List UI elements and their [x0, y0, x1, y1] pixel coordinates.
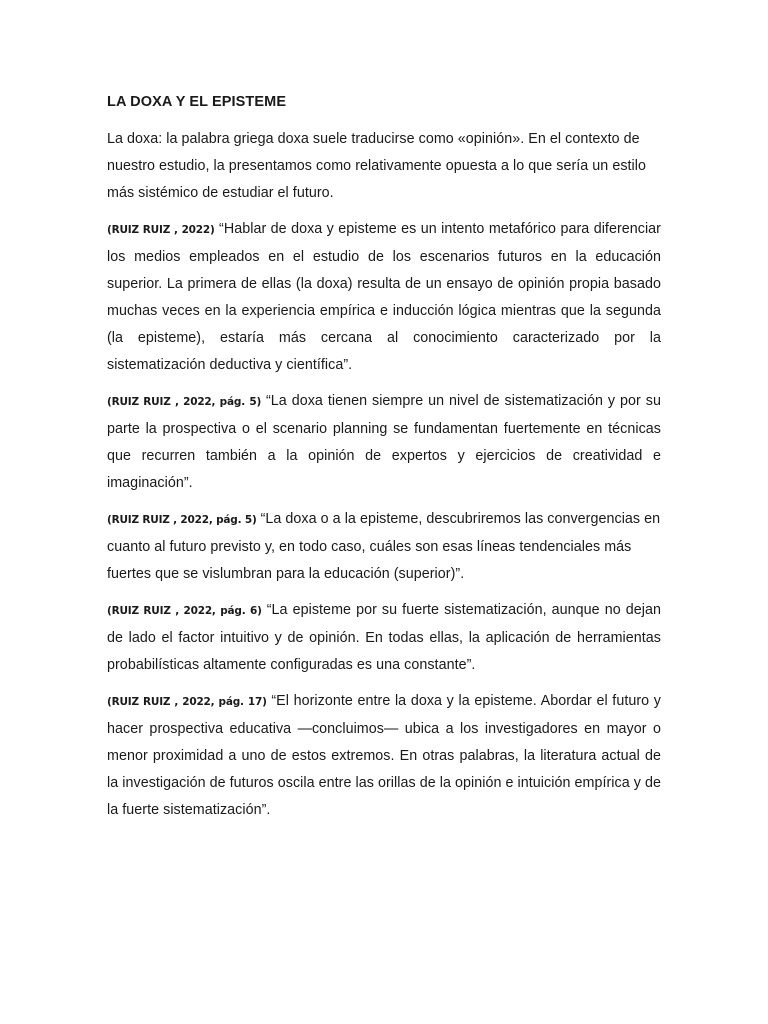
document-page	[107, 92, 661, 833]
quote-paragraph-5	[107, 688, 661, 824]
document-title: LA DOXA Y EL EPISTEME	[107, 94, 287, 110]
quote-paragraph-4	[107, 597, 661, 679]
quote-text-5: “El horizonte entre la doxa y la episteme. Abordar el futuro y hacer prospectiva educativa —concluimos— ubica a los investigadores en mayor o menor proximidad a uno de estos extremos. En otras palabras, la literatura actual de la investigación de futuros oscila entre las orillas de la opinión e intuición empírica y de la fuerte sistematización”.	[107, 693, 661, 818]
quote-paragraph-1	[107, 216, 661, 379]
intro-paragraph: La doxa: la palabra griega doxa suele traducirse como «opinión». En el contexto de nuestro estudio, la presentamos como relativamente opuesta a lo que sería un estilo más sistémico de estudiar el futuro.	[107, 131, 647, 201]
citation-5: (RUIZ RUIZ , 2022, pág. 17)	[107, 696, 267, 708]
quote-text-2: “La doxa tienen siempre un nivel de sistematización y por su parte la prospectiva o el scenario planning se fundamentan fuertemente en técnicas que recurren también a la opinión de expertos y ejercicios de creatividad e imaginación”.	[107, 393, 661, 491]
quote-text-4: “La episteme por su fuerte sistematización, aunque no dejan de lado el factor intuitivo y de opinión. En todas ellas, la aplicación de herramientas probabilísticas altamente configuradas es una constante”.	[107, 602, 661, 673]
citation-2: (RUIZ RUIZ , 2022, pág. 5)	[107, 396, 262, 408]
quote-text-3: “La doxa o a la episteme, descubriremos las convergencias en cuanto al futuro previsto y, en todo caso, cuáles son esas líneas tendenciales más fuertes que se vislumbran para la educación (superior)”.	[107, 511, 661, 582]
citation-3: (RUIZ RUIZ , 2022, pág. 5)	[107, 514, 257, 526]
quote-paragraph-3	[107, 506, 661, 588]
citation-1: (RUIZ RUIZ , 2022)	[107, 224, 215, 236]
quote-text-1: “Hablar de doxa y episteme es un intento metafórico para diferenciar los medios empleados en el estudio de los escenarios futuros en la educación superior. La primera de ellas (la doxa) resulta de un ensayo de opinión propia basado muchas veces en la experiencia empírica e inducción lógica mientras que la segunda (la episteme), estaría más cercana al conocimiento caracterizado por la sistematización deductiva y científica”.	[107, 221, 661, 373]
quote-paragraph-2	[107, 388, 661, 497]
citation-4: (RUIZ RUIZ , 2022, pág. 6)	[107, 605, 262, 617]
